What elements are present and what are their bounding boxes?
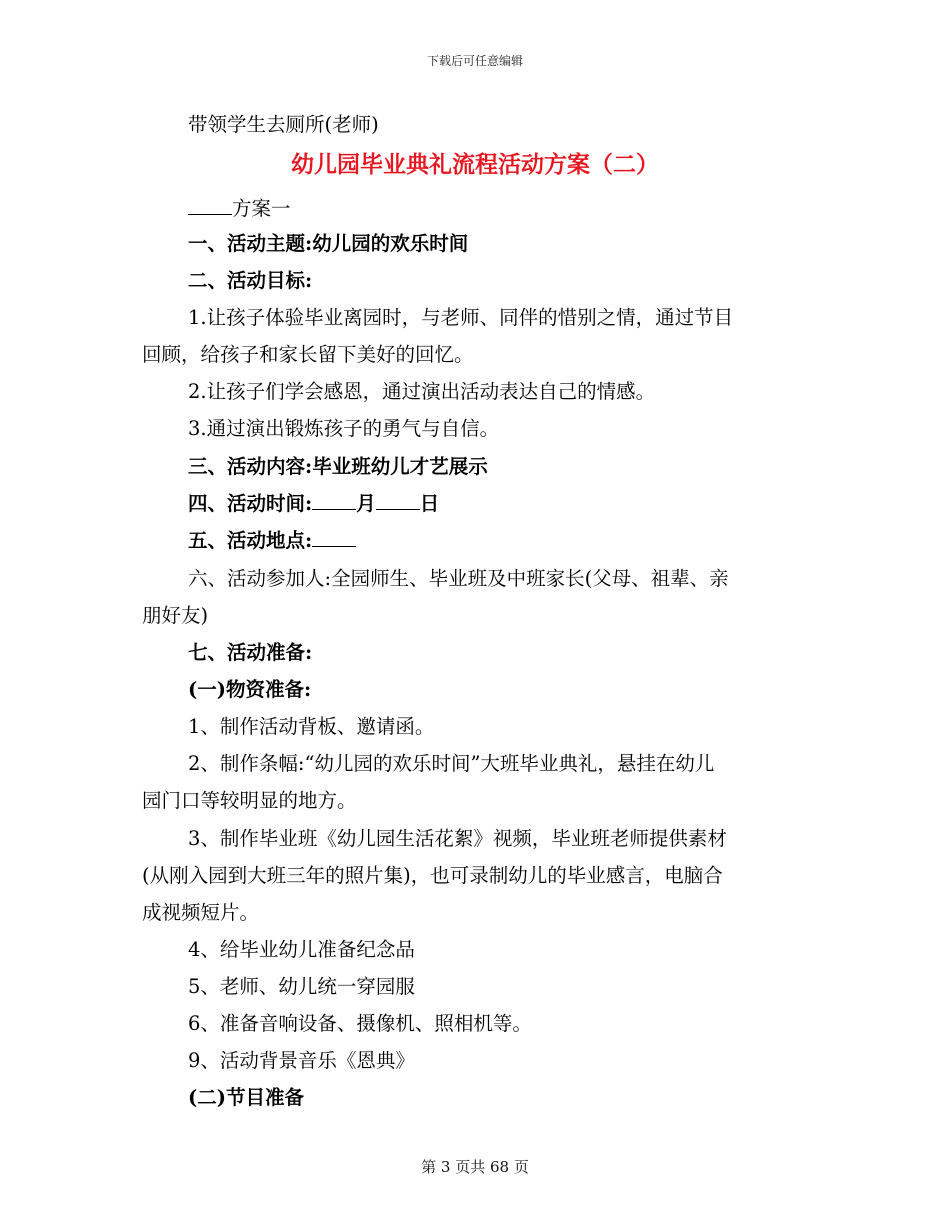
fill-in-blank [188, 196, 232, 215]
paragraph-line: 2、制作条幅:“幼儿园的欢乐时间”大班毕业典礼，悬挂在幼儿 [188, 752, 715, 775]
paragraph-line: 1、制作活动背板、邀请函。 [188, 715, 435, 738]
paragraph-line: 朋好友) [142, 604, 209, 627]
section-heading: 二、活动目标: [188, 269, 313, 292]
paragraph-line: 4、给毕业幼儿准备纪念品 [188, 938, 415, 961]
paragraph-line: 6、准备音响设备、摄像机、照相机等。 [188, 1012, 532, 1035]
paragraph-line: (从刚入园到大班三年的照片集)，也可录制幼儿的毕业感言，电脑合 [142, 864, 723, 887]
paragraph-line: 9、活动背景音乐《恩典》 [188, 1049, 415, 1072]
paragraph-line: 成视频短片。 [142, 901, 260, 924]
paragraph-line: 回顾，给孩子和家长留下美好的回忆。 [142, 343, 474, 366]
section-heading: 一、活动主题:幼儿园的欢乐时间 [188, 232, 469, 255]
section-heading: 三、活动内容:毕业班幼儿才艺展示 [188, 455, 488, 478]
paragraph-line: 2.让孩子们学会感恩，通过演出活动表达自己的情感。 [188, 380, 656, 403]
section-heading: (二)节目准备 [188, 1086, 304, 1109]
page-footer: 第 3 页共 68 页 [421, 1158, 529, 1176]
page-header: 下载后可任意编辑 [426, 54, 523, 68]
paragraph-line: 方案一 [142, 190, 844, 227]
paragraph-line: 1.让孩子体验毕业离园时，与老师、同伴的惜别之情，通过节目 [188, 306, 734, 329]
paragraph-line: 3.通过演出锻炼孩子的勇气与自信。 [188, 417, 500, 440]
fill-in-blank [312, 491, 356, 510]
section-heading: (一)物资准备: [188, 678, 312, 701]
paragraph-line: 带领学生去厕所(老师) [188, 113, 379, 136]
fill-in-blank [376, 491, 420, 510]
paragraph-line: 园门口等较明显的地方。 [142, 789, 357, 812]
document-title: 幼儿园毕业典礼流程活动方案（二） [291, 152, 659, 178]
paragraph-line: 六、活动参加人:全园师生、毕业班及中班家长(父母、祖辈、亲 [188, 567, 729, 590]
fill-in-blank [312, 528, 356, 547]
section-heading: 五、活动地点: [142, 522, 844, 559]
section-heading: 七、活动准备: [188, 641, 313, 664]
section-heading: 四、活动时间: 月 日 [188, 492, 440, 515]
paragraph-line: 5、老师、幼儿统一穿园服 [188, 975, 415, 998]
paragraph-line: 3、制作毕业班《幼儿园生活花絮》视频，毕业班老师提供素材 [188, 827, 727, 850]
